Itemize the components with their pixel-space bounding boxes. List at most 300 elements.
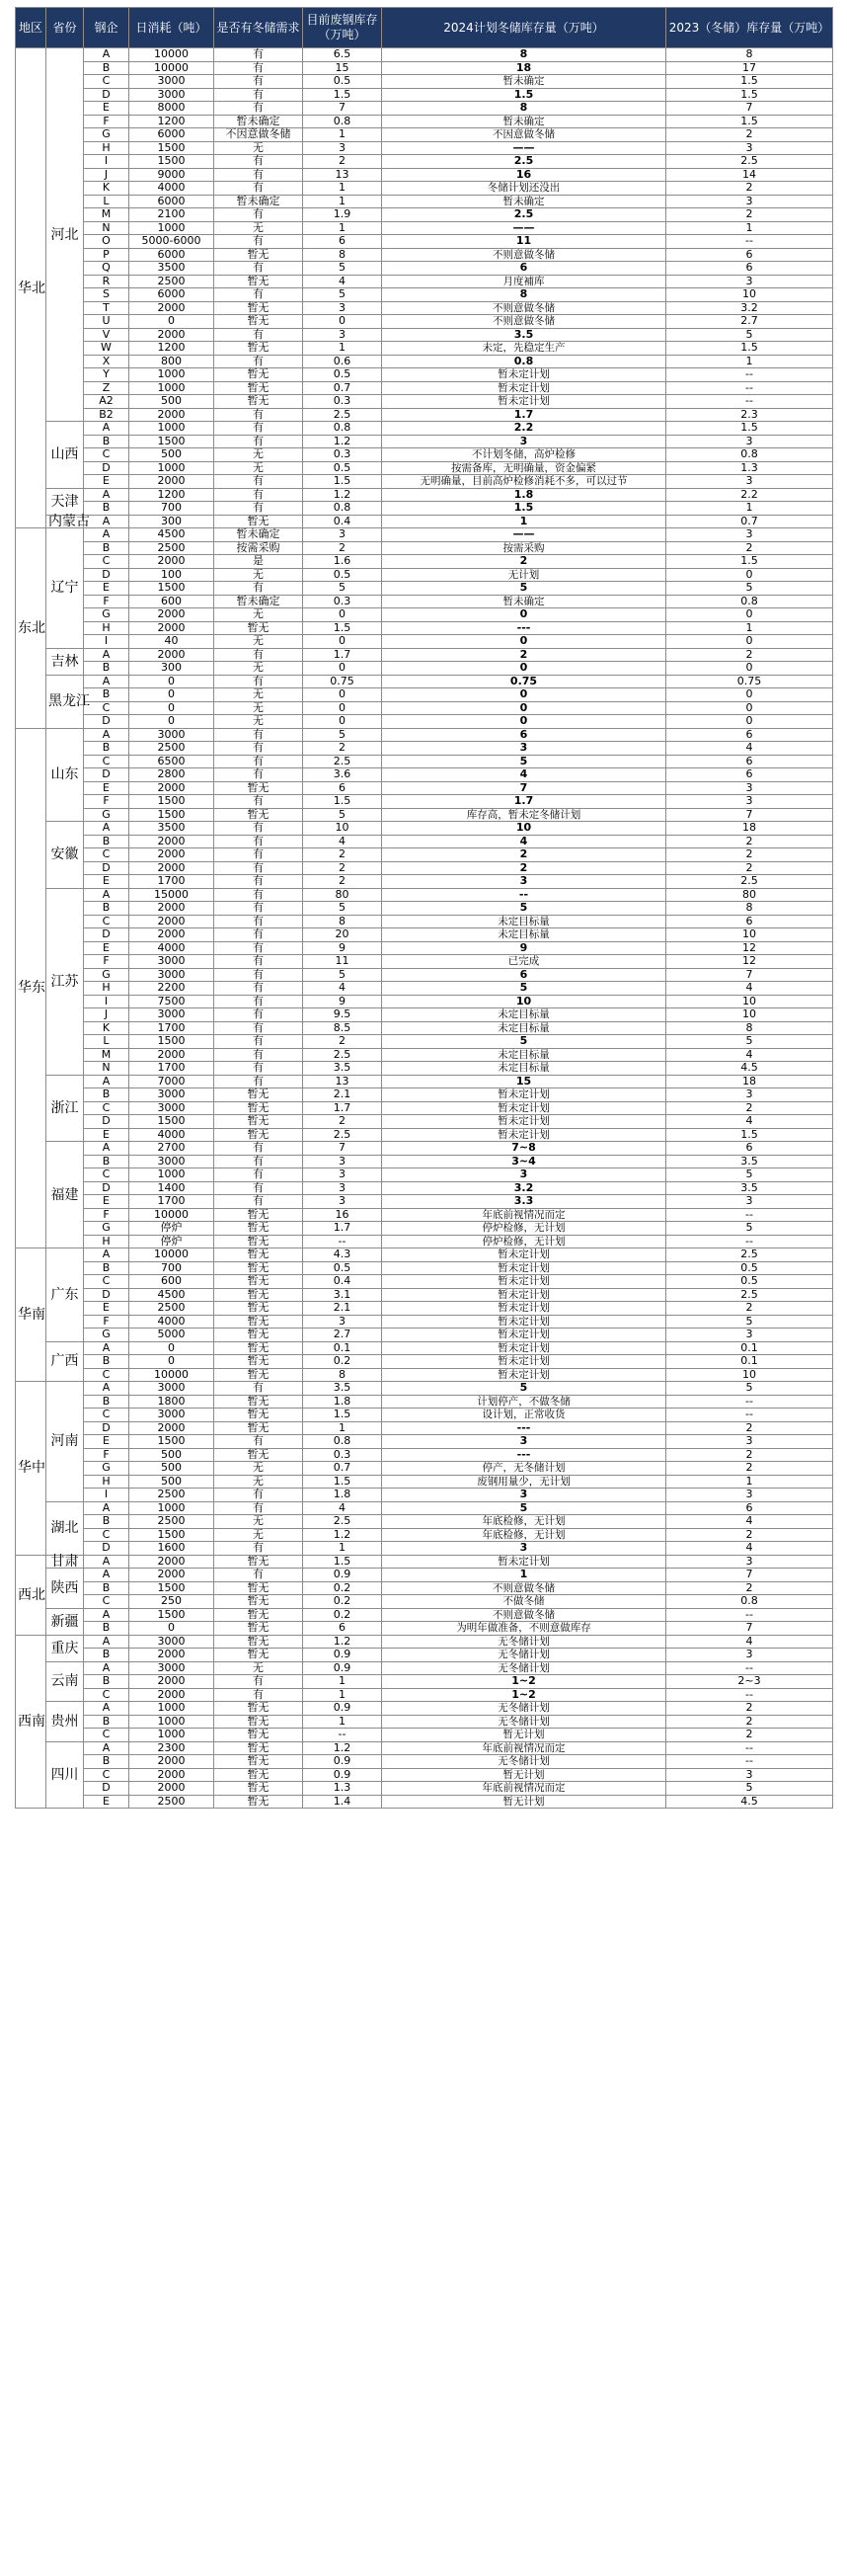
2023-inventory-cell: -- [666,1755,833,1769]
2023-inventory-cell: 6 [666,915,833,928]
table-row [16,1168,833,1182]
winter-storage-demand-cell: 暂未确定 [214,195,303,208]
table-row [16,688,833,702]
2024-plan-cell: 设计划，正常收货 [382,1409,666,1422]
steel-company-cell: L [84,1035,129,1049]
2024-plan-cell: 暂未定计划 [382,368,666,382]
2024-plan-cell: 2 [382,848,666,862]
table-row [16,328,833,342]
daily-consumption-cell: 2000 [129,1755,214,1769]
current-inventory-cell: 9.5 [303,1008,382,1022]
province-cell: 四川 [46,1741,84,1809]
2023-inventory-cell: 2 [666,1462,833,1476]
current-inventory-cell: 0.4 [303,1275,382,1289]
winter-storage-demand-cell: 是 [214,555,303,569]
winter-storage-demand-cell: 有 [214,408,303,422]
table-row [16,528,833,542]
steel-company-cell: H [84,1475,129,1489]
daily-consumption-cell: 1000 [129,1729,214,1742]
table-row [16,1569,833,1582]
winter-storage-demand-cell: 暂无 [214,621,303,635]
2023-inventory-cell: 7 [666,102,833,116]
current-inventory-cell: 3.6 [303,768,382,782]
steel-company-cell: N [84,221,129,235]
2024-plan-cell: 2 [382,555,666,569]
2024-plan-cell: 年底检修，无计划 [382,1515,666,1529]
daily-consumption-cell: 1000 [129,1168,214,1182]
current-inventory-cell: 80 [303,888,382,902]
winter-storage-demand-cell: 暂无 [214,1261,303,1275]
table-row [16,941,833,955]
current-inventory-cell: -- [303,1235,382,1248]
2024-plan-cell: 3.3 [382,1195,666,1209]
winter-storage-demand-cell: 有 [214,288,303,302]
steel-company-cell: C [84,1768,129,1782]
current-inventory-cell: 13 [303,168,382,182]
steel-company-cell: K [84,182,129,196]
2023-inventory-cell: 2 [666,1528,833,1542]
daily-consumption-cell: 700 [129,502,214,516]
table-row [16,1275,833,1289]
daily-consumption-cell: 2000 [129,408,214,422]
winter-storage-demand-cell: 暂无 [214,275,303,288]
steel-company-cell: C [84,1168,129,1182]
current-inventory-cell: 6.5 [303,48,382,62]
steel-company-cell: U [84,315,129,329]
daily-consumption-cell: 300 [129,662,214,676]
daily-consumption-cell: 停炉 [129,1235,214,1248]
table-row [16,141,833,155]
2024-plan-cell: 0 [382,688,666,702]
daily-consumption-cell: 2000 [129,902,214,916]
steel-company-cell: D [84,1421,129,1435]
table-row [16,1288,833,1302]
winter-storage-demand-cell: 无 [214,461,303,475]
table-row [16,1261,833,1275]
winter-storage-demand-cell: 有 [214,675,303,688]
table-row [16,1661,833,1675]
steel-company-cell: B [84,1515,129,1529]
steel-company-cell: K [84,1021,129,1035]
2024-plan-cell: 9 [382,941,666,955]
2024-plan-cell: 0 [382,662,666,676]
winter-storage-demand-cell: 有 [214,1195,303,1209]
table-row [16,315,833,329]
table-row [16,1035,833,1049]
winter-storage-demand-cell: 无 [214,715,303,729]
2024-plan-cell: 不则意做冬储 [382,248,666,262]
2023-inventory-cell: 1 [666,221,833,235]
2023-inventory-cell: 0.1 [666,1341,833,1355]
steel-company-cell: B [84,742,129,756]
current-inventory-cell: 1.8 [303,1395,382,1409]
2024-plan-cell: —— [382,528,666,542]
2023-inventory-cell: 1.5 [666,88,833,102]
2023-inventory-cell: 17 [666,61,833,75]
2024-plan-cell: 3 [382,1489,666,1502]
daily-consumption-cell: 1700 [129,875,214,889]
2024-plan-cell: 3 [382,875,666,889]
table-row [16,515,833,528]
2023-inventory-cell: 2 [666,1302,833,1316]
daily-consumption-cell: 2000 [129,1555,214,1569]
table-row [16,848,833,862]
current-inventory-cell: 2 [303,1115,382,1129]
table-row [16,1715,833,1729]
winter-storage-demand-cell: 无 [214,448,303,462]
current-inventory-cell: 0.3 [303,595,382,608]
winter-storage-demand-cell: 暂无 [214,1328,303,1342]
daily-consumption-cell: 500 [129,1448,214,1462]
steel-company-cell: R [84,275,129,288]
daily-consumption-cell: 0 [129,1355,214,1369]
steel-company-cell: B [84,835,129,848]
daily-consumption-cell: 3000 [129,728,214,742]
table-row [16,1181,833,1195]
table-row [16,168,833,182]
2023-inventory-cell: 6 [666,728,833,742]
daily-consumption-cell: 1500 [129,1581,214,1595]
header-winter-storage-demand: 是否有冬储需求 [214,8,303,48]
current-inventory-cell: 1.7 [303,1101,382,1115]
province-cell: 浙江 [46,1075,84,1142]
current-inventory-cell: 1.5 [303,475,382,489]
daily-consumption-cell: 6000 [129,248,214,262]
steel-company-cell: S [84,288,129,302]
2024-plan-cell: 6 [382,968,666,982]
region-cell: 西北 [16,1555,46,1635]
daily-consumption-cell: 1000 [129,1715,214,1729]
2024-plan-cell: 0.8 [382,355,666,368]
daily-consumption-cell: 6000 [129,128,214,142]
steel-company-cell: C [84,1688,129,1702]
2024-plan-cell: 2 [382,648,666,662]
table-row [16,701,833,715]
table-row [16,1368,833,1382]
table-row [16,982,833,996]
winter-storage-demand-cell: 暂无 [214,1302,303,1316]
daily-consumption-cell: 500 [129,395,214,409]
table-row [16,648,833,662]
daily-consumption-cell: 2500 [129,742,214,756]
daily-consumption-cell: 2000 [129,928,214,942]
winter-storage-demand-cell: 有 [214,475,303,489]
daily-consumption-cell: 1000 [129,381,214,395]
2024-plan-cell: 5 [382,755,666,768]
2024-plan-cell: 3.5 [382,328,666,342]
current-inventory-cell: 2 [303,875,382,889]
2023-inventory-cell: 12 [666,955,833,969]
current-inventory-cell: 3 [303,141,382,155]
province-cell: 广西 [46,1341,84,1382]
winter-storage-demand-cell: 暂无 [214,1741,303,1755]
table-row [16,1782,833,1796]
2023-inventory-cell: -- [666,1235,833,1248]
winter-storage-demand-cell: 暂无 [214,1649,303,1662]
steel-company-cell: D [84,461,129,475]
2024-plan-cell: 未定，先稳定生产 [382,342,666,356]
table-row [16,1768,833,1782]
steel-company-cell: B [84,1755,129,1769]
daily-consumption-cell: 2700 [129,1142,214,1156]
2024-plan-cell: 1 [382,515,666,528]
steel-company-cell: A [84,648,129,662]
winter-storage-demand-cell: 暂无 [214,301,303,315]
steel-company-cell: B [84,902,129,916]
current-inventory-cell: 4 [303,835,382,848]
table-row [16,195,833,208]
steel-company-cell: B [84,688,129,702]
winter-storage-demand-cell: 暂无 [214,1395,303,1409]
2024-plan-cell: 5 [382,1501,666,1515]
table-row [16,1702,833,1716]
steel-company-cell: W [84,342,129,356]
2023-inventory-cell: 3 [666,795,833,809]
2024-plan-cell: 5 [382,902,666,916]
2023-inventory-cell: 2.2 [666,488,833,502]
table-row [16,102,833,116]
winter-storage-demand-cell: 有 [214,728,303,742]
current-inventory-cell: 1.2 [303,1528,382,1542]
steel-company-cell: G [84,968,129,982]
2024-plan-cell: 2.5 [382,155,666,169]
province-cell: 甘肃 [46,1555,84,1569]
steel-company-cell: A [84,1569,129,1582]
2023-inventory-cell: 3 [666,1195,833,1209]
daily-consumption-cell: 0 [129,701,214,715]
steel-company-cell: D [84,768,129,782]
daily-consumption-cell: 1000 [129,461,214,475]
daily-consumption-cell: 2000 [129,621,214,635]
2023-inventory-cell: 0.5 [666,1275,833,1289]
province-cell: 内蒙古 [46,515,84,528]
winter-storage-demand-cell: 有 [214,48,303,62]
winter-storage-demand-cell: 无 [214,221,303,235]
steel-company-cell: C [84,555,129,569]
2024-plan-cell: 未定目标量 [382,928,666,942]
current-inventory-cell: 10 [303,822,382,836]
winter-storage-demand-cell: 暂无 [214,781,303,795]
steel-company-cell: H [84,982,129,996]
2023-inventory-cell: 3 [666,1435,833,1449]
current-inventory-cell: 1 [303,1675,382,1689]
table-row [16,1528,833,1542]
table-row [16,715,833,729]
winter-storage-demand-cell: 暂无 [214,1235,303,1248]
current-inventory-cell: 20 [303,928,382,942]
table-row [16,1341,833,1355]
province-cell: 山东 [46,728,84,822]
2023-inventory-cell: 1.5 [666,555,833,569]
table-row [16,1101,833,1115]
table-row [16,1489,833,1502]
winter-storage-demand-cell: 暂无 [214,1222,303,1236]
2024-plan-cell: 未定目标量 [382,1008,666,1022]
winter-storage-demand-cell: 有 [214,1168,303,1182]
2023-inventory-cell: 8 [666,902,833,916]
steel-company-cell: C [84,75,129,89]
2024-plan-cell: 1 [382,1569,666,1582]
daily-consumption-cell: 2000 [129,1048,214,1062]
2024-plan-cell: 3 [382,435,666,448]
steel-company-cell: A [84,1382,129,1396]
current-inventory-cell: 3 [303,1181,382,1195]
daily-consumption-cell: 6000 [129,195,214,208]
steel-company-cell: D [84,1288,129,1302]
current-inventory-cell: 3.1 [303,1288,382,1302]
table-row [16,488,833,502]
daily-consumption-cell: 2000 [129,1688,214,1702]
current-inventory-cell: 0.4 [303,515,382,528]
province-cell: 辽宁 [46,528,84,649]
table-row [16,662,833,676]
current-inventory-cell: 8 [303,248,382,262]
2024-plan-cell: 暂未定计划 [382,1128,666,1142]
current-inventory-cell: 0.6 [303,355,382,368]
winter-storage-demand-cell: 有 [214,1048,303,1062]
daily-consumption-cell: 10000 [129,1248,214,1262]
steel-company-cell: A [84,1702,129,1716]
table-row [16,288,833,302]
winter-storage-demand-cell: 无 [214,1475,303,1489]
winter-storage-demand-cell: 暂无 [214,1275,303,1289]
table-row [16,808,833,822]
winter-storage-demand-cell: 有 [214,102,303,116]
table-row [16,1635,833,1649]
daily-consumption-cell: 2500 [129,1302,214,1316]
daily-consumption-cell: 0 [129,1622,214,1636]
2024-plan-cell: 暂未定计划 [382,1341,666,1355]
2023-inventory-cell: 3 [666,141,833,155]
2023-inventory-cell: 4 [666,742,833,756]
2024-plan-cell: 0 [382,608,666,622]
table-row [16,208,833,222]
daily-consumption-cell: 1500 [129,435,214,448]
2023-inventory-cell: 6 [666,1501,833,1515]
current-inventory-cell: 0 [303,701,382,715]
2024-plan-cell: 1~2 [382,1675,666,1689]
2023-inventory-cell: 2.5 [666,875,833,889]
2024-plan-cell: 0 [382,701,666,715]
daily-consumption-cell: 100 [129,568,214,582]
current-inventory-cell: 0.3 [303,395,382,409]
2024-plan-cell: 4 [382,835,666,848]
table-row [16,502,833,516]
table-row [16,1021,833,1035]
current-inventory-cell: 1 [303,1715,382,1729]
steel-company-cell: B [84,1675,129,1689]
current-inventory-cell: 0.75 [303,675,382,688]
table-row [16,1008,833,1022]
table-row [16,1675,833,1689]
daily-consumption-cell: 600 [129,595,214,608]
2023-inventory-cell: 2 [666,648,833,662]
2023-inventory-cell: 6 [666,755,833,768]
steel-company-cell: C [84,755,129,768]
2023-inventory-cell: 7 [666,1569,833,1582]
daily-consumption-cell: 3000 [129,955,214,969]
daily-consumption-cell: 2000 [129,1421,214,1435]
winter-storage-demand-cell: 有 [214,1675,303,1689]
winter-storage-demand-cell: 有 [214,502,303,516]
winter-storage-demand-cell: 暂无 [214,1288,303,1302]
winter-storage-demand-cell: 有 [214,848,303,862]
winter-storage-demand-cell: 有 [214,941,303,955]
table-row [16,1302,833,1316]
2024-plan-cell: 为明年做准备，不则意做库存 [382,1622,666,1636]
daily-consumption-cell: 停炉 [129,1222,214,1236]
current-inventory-cell: 0 [303,635,382,649]
province-cell: 吉林 [46,648,84,675]
table-row [16,888,833,902]
daily-consumption-cell: 3000 [129,1661,214,1675]
2023-inventory-cell: 4 [666,982,833,996]
table-row [16,1315,833,1328]
table-row [16,621,833,635]
2023-inventory-cell: 0.8 [666,595,833,608]
current-inventory-cell: 1.7 [303,1222,382,1236]
table-row [16,968,833,982]
current-inventory-cell: 0.9 [303,1649,382,1662]
table-row [16,1142,833,1156]
daily-consumption-cell: 15000 [129,888,214,902]
current-inventory-cell: 2.5 [303,408,382,422]
current-inventory-cell: 1.2 [303,488,382,502]
header-steel-company: 钢企 [84,8,129,48]
winter-storage-demand-cell: 暂无 [214,1355,303,1369]
winter-storage-demand-cell: 有 [214,1382,303,1396]
current-inventory-cell: -- [303,1729,382,1742]
2024-plan-cell: 无冬储计划 [382,1755,666,1769]
winter-storage-demand-cell: 有 [214,755,303,768]
daily-consumption-cell: 3000 [129,1635,214,1649]
steel-company-cell: D [84,928,129,942]
2023-inventory-cell: 0 [666,701,833,715]
2023-inventory-cell: 1 [666,502,833,516]
steel-company-cell: D [84,88,129,102]
daily-consumption-cell: 300 [129,515,214,528]
winter-storage-demand-cell: 暂无 [214,368,303,382]
daily-consumption-cell: 1500 [129,1608,214,1622]
winter-storage-demand-cell: 有 [214,795,303,809]
daily-consumption-cell: 8000 [129,102,214,116]
table-row [16,435,833,448]
steel-company-cell: A [84,1635,129,1649]
2024-plan-cell: 3 [382,742,666,756]
steel-company-cell: G [84,808,129,822]
winter-storage-demand-cell: 有 [214,1542,303,1556]
current-inventory-cell: 7 [303,102,382,116]
steel-inventory-table [15,7,833,1809]
current-inventory-cell: 2 [303,155,382,169]
region-cell: 华中 [16,1382,46,1556]
2024-plan-cell: --- [382,621,666,635]
winter-storage-demand-cell: 有 [214,328,303,342]
table-row [16,408,833,422]
2024-plan-cell: 2.2 [382,422,666,436]
daily-consumption-cell: 2800 [129,768,214,782]
table-row [16,1795,833,1809]
daily-consumption-cell: 2000 [129,1782,214,1796]
current-inventory-cell: 8.5 [303,1021,382,1035]
current-inventory-cell: 3 [303,301,382,315]
current-inventory-cell: 0.5 [303,1261,382,1275]
2024-plan-cell: 暂无计划 [382,1768,666,1782]
2024-plan-cell: 暂未定计划 [382,1288,666,1302]
winter-storage-demand-cell: 有 [214,1142,303,1156]
2024-plan-cell: 未定目标量 [382,1021,666,1035]
province-cell: 新疆 [46,1608,84,1635]
